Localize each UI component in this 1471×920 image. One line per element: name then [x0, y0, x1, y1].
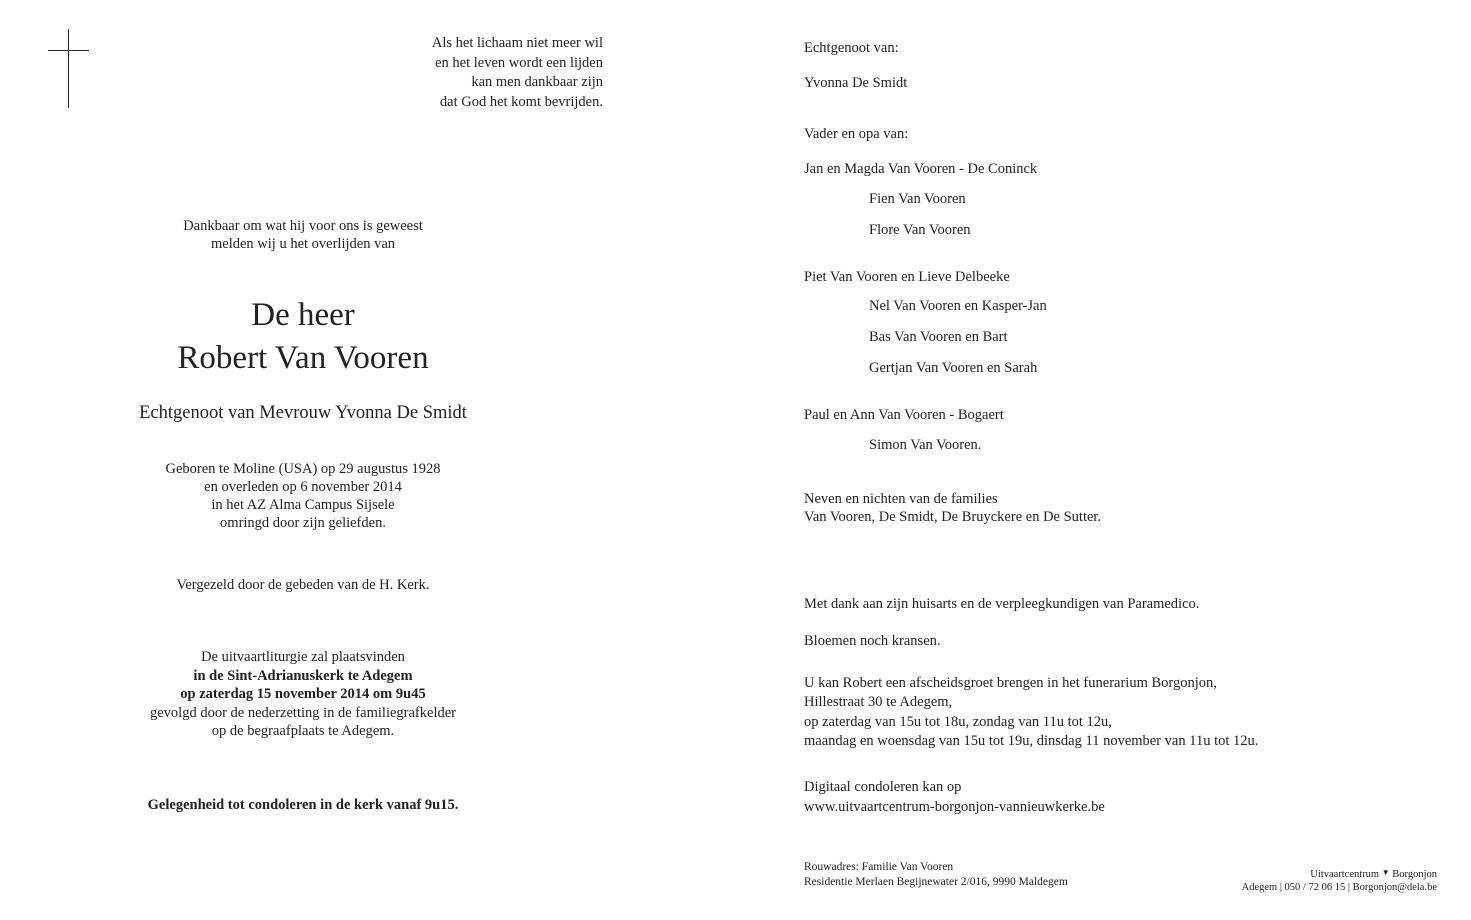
triangle-icon: ▼: [1381, 868, 1390, 877]
birth-line: Geboren te Moline (USA) op 29 augustus 1928: [165, 461, 441, 477]
thanks-line: Met dank aan zijn huisarts en de verpleegkundigen van Paramedico.: [804, 596, 1200, 612]
spouse-name: Yvonna De Smidt: [804, 75, 908, 91]
poem-line: Als het lichaam niet meer wil: [431, 35, 603, 51]
visit-info: [804, 674, 1258, 751]
company-name: [1150, 866, 1437, 881]
birth-line: omringd door zijn geliefden.: [220, 515, 386, 531]
flowers-line: Bloemen noch kransen.: [804, 633, 941, 649]
intro-line: Dankbaar om wat hij voor ons is geweest: [183, 218, 423, 234]
poem: [300, 34, 603, 112]
company-contact: Adegem | 050 / 72 06 15 | Borgonjon@dela.be: [1241, 882, 1437, 893]
title-name: Robert Van Vooren: [177, 340, 429, 376]
family-3: Paul en Ann Van Vooren - Bogaert: [804, 407, 1004, 423]
church-line: Vergezeld door de gebeden van de H. Kerk.: [176, 577, 430, 593]
father-heading: Vader en opa van:: [804, 126, 909, 142]
mourning-address: [804, 860, 1068, 889]
poem-line: en het leven wordt een lijden: [435, 54, 603, 71]
visit-line: U kan Robert een afscheidsgroet brengen in het funerarium Borgonjon,: [804, 675, 1217, 691]
liturgy-line: op de begraafplaats te Adegem.: [211, 723, 395, 740]
intro: [40, 217, 566, 253]
poem-line: dat God het komt bevrijden.: [439, 93, 603, 110]
website-link[interactable]: www.uitvaartcentrum-borgonjon-vannieuwkerke.be: [804, 798, 1105, 815]
relatives-line: Neven en nichten van de families: [804, 491, 998, 507]
visit-line: Hillestraat 30 te Adegem,: [804, 694, 953, 711]
birth-line: in het AZ Alma Campus Sijsele: [211, 497, 395, 513]
grandchild: Bas Van Vooren en Bart: [869, 329, 1008, 345]
title-honorific: De heer: [251, 297, 355, 333]
digital-line: Digitaal condoleren kan op: [804, 779, 962, 795]
grandchild: Nel Van Vooren en Kasper-Jan: [869, 298, 1047, 314]
spouse-line: Echtgenoot van Mevrouw Yvonna De Smidt: [139, 403, 467, 423]
digital-condolence: [804, 778, 1105, 817]
spouse-heading: Echtgenoot van:: [804, 40, 899, 56]
grandchild: Flore Van Vooren: [869, 222, 971, 238]
condolence-line: Gelegenheid tot condoleren in de kerk vanaf 9u15.: [147, 797, 459, 813]
address-line: Rouwadres: Familie Van Vooren: [804, 861, 954, 873]
liturgy-info: [40, 648, 566, 741]
liturgy-church: in de Sint-Adrianuskerk te Adegem: [193, 667, 413, 684]
family-2: Piet Van Vooren en Lieve Delbeeke: [804, 269, 1010, 285]
visit-line: maandag en woensdag van 15u tot 19u, dinsdag 11 november van 11u tot 12u.: [804, 732, 1259, 749]
grandchild: Fien Van Vooren: [869, 191, 966, 207]
liturgy-line: De uitvaartliturgie zal plaatsvinden: [201, 649, 405, 665]
cross-icon-horizontal: [48, 50, 89, 51]
liturgy-datetime: op zaterdag 15 november 2014 om 9u45: [180, 686, 426, 703]
deceased-name: [40, 294, 566, 380]
relatives: [804, 490, 1101, 526]
funeral-home-logo: [1150, 866, 1437, 894]
relatives-line: Van Vooren, De Smidt, De Bruyckere en De Sutter.: [804, 509, 1102, 525]
visit-line: op zaterdag van 15u tot 18u, zondag van 11u tot 12u,: [804, 713, 1112, 730]
birth-death-info: [40, 460, 566, 532]
family-1: Jan en Magda Van Vooren - De Coninck: [804, 161, 1038, 177]
cross-icon-vertical: [68, 29, 69, 108]
poem-line: kan men dankbaar zijn: [471, 74, 603, 90]
address-line: Residentie Merlaen Begijnewater 2/016, 9990 Maldegem: [804, 875, 1068, 888]
grandchild: Simon Van Vooren.: [869, 437, 982, 453]
grandchild: Gertjan Van Vooren en Sarah: [869, 360, 1038, 376]
company-name-b: Borgonjon: [1392, 869, 1437, 880]
birth-line: en overleden op 6 november 2014: [204, 479, 402, 495]
company-name-a: Uitvaartcentrum: [1310, 869, 1380, 880]
intro-line: melden wij u het overlijden van: [210, 236, 396, 252]
liturgy-line: gevolgd door de nederzetting in de familiegrafkelder: [150, 704, 456, 721]
